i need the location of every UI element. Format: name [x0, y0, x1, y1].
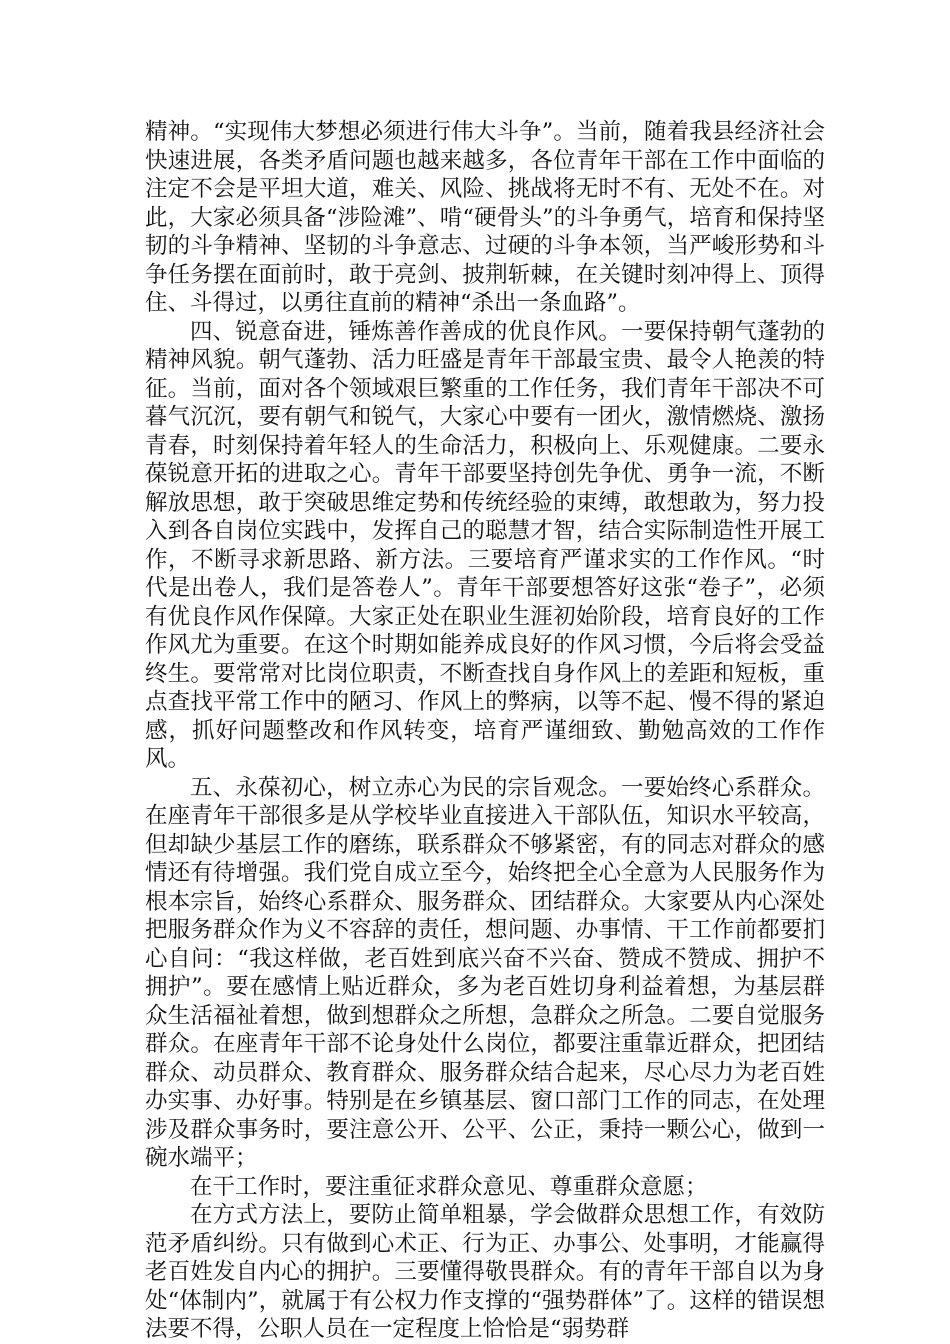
document-page — [145, 118, 825, 1344]
paragraph-work-attitude: 在干工作时，要注重征求群众意见、尊重群众意愿； — [190, 1173, 708, 1200]
paragraph-section-four: 四、锐意奋进，锤炼善作善成的优良作风。一要保持朝气蓬勃的精神风貌。朝气蓬勃、活力旺盛是青年干部最宝贵、最令人艳羡的特征。当前，面对各个领域艰巨繁重的工作任务，我们青年干部决不可暮气沉沉，要有朝气和锐气，大家心中要有一团火，激情燃烧、激扬青春，时刻保持着年轻人的生命活力，积极向上、乐观健康。二要永葆锐意开拓的进取之心。青年干部要坚持创先争优、勇争一流，不断解放思想，敢于突破思维定势和传统经验的束缚，敢想敢为，努力投入到各自岗位实践中，发挥自己的聪慧才智，结合实际制造性开展工作，不断寻求新思路、新方法。三要培育严谨求实的工作作风。“时代是出卷人，我们是答卷人”。青年干部要想答好这张“卷子”，必须有优良作风作保障。大家正处在职业生涯初始阶段，培育良好的工作作风尤为重要。在这个时期如能养成良好的作风习惯，今后将会受益终生。要常常对比岗位职责，不断查找自身作风上的差距和短板，重点查找平常工作中的陋习、作风上的弊病，以等不起、慢不得的紧迫感，抓好问题整改和作风转变，培育严谨细致、勤勉高效的工作作风。 — [145, 318, 825, 772]
paragraph-struggle-spirit: 精神。“实现伟大梦想必须进行伟大斗争”。当前，随着我县经济社会快速进展，各类矛盾问题也越来越多，各位青年干部在工作中面临的注定不会是平坦大道，难关、风险、挑战将无时不有、无处不在。对此，大家必须具备“涉险滩”、啃“硬骨头”的斗争勇气，培育和保持坚韧的斗争精神、坚韧的斗争意志、过硬的斗争本领，当严峻形势和斗争任务摆在面前时，敢于亮剑、披荆斩棘，在关键时刻冲得上、顶得住、斗得过，以勇往直前的精神“杀出一条血路”。 — [145, 119, 825, 316]
paragraph-methods: 在方式方法上，要防止简单粗暴，学会做群众思想工作，有效防范矛盾纠纷。只有做到心术正、行为正、办事公、处事明，才能赢得老百姓发自内心的拥护。三要懂得敬畏群众。有的青年干部自以为身处“体制内”，就属于有公权力作支撑的“强势群体”了。这样的错误想法要不得，公职人员在一定程度上恰恰是“弱势群 — [145, 1202, 825, 1342]
paragraph-section-five: 五、永葆初心，树立赤心为民的宗旨观念。一要始终心系群众。在座青年干部很多是从学校毕业直接进入干部队伍，知识水平较高，但却缺少基层工作的磨练，联系群众不够紧密，有的同志对群众的感情还有待增强。我们党自成立至今，始终把全心全意为人民服务作为根本宗旨，始终心系群众、服务群众、团结群众。大家要从内心深处把服务群众作为义不容辞的责任，想问题、办事情、干工作前都要扪心自问：“我这样做，老百姓到底兴奋不兴奋、赞成不赞成、拥护不拥护”。要在感情上贴近群众，多为老百姓切身利益着想，为基层群众生活福祉着想，做到想群众之所想，急群众之所急。二要自觉服务群众。在座青年干部不论身处什么岗位，都要注重靠近群众，把团结群众、动员群众、教育群众、服务群众结合起来，尽心尽力为老百姓办实事、办好事。特别是在乡镇基层、窗口部门工作的同志，在处理涉及群众事务时，要注意公开、公平、公正，秉持一颗公心，做到一碗水端平； — [145, 774, 825, 1171]
